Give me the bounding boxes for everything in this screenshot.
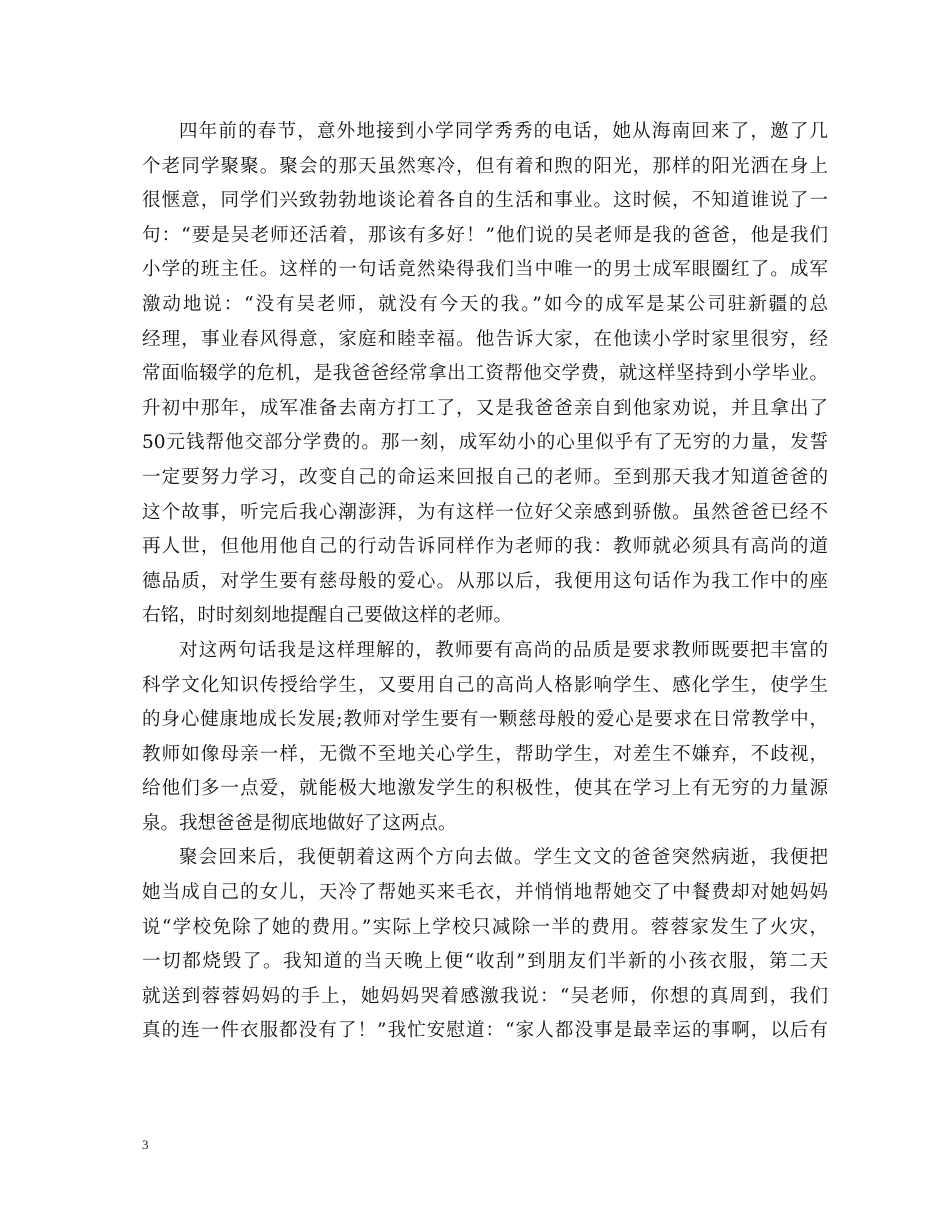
text-line: 小学的班主任。这样的一句话竟然染得我们当中唯一的男士成军眼圈红了。成军 [142,259,828,281]
text-line: 说“学校免除了她的费用。”实际上学校只减除一半的费用。蓉蓉家发生了火灾， [142,916,828,938]
text-line: 升初中那年，成军准备去南方打工了，又是我爸爸亲自到他家劝说，并且拿出了 [142,397,828,419]
paragraph-2 [142,634,828,842]
text-line: 她当成自己的女儿，天冷了帮她买来毛衣，并悄悄地帮她交了中餐费却对她妈妈 [142,882,828,904]
text-line: 就送到蓉蓉妈妈的手上，她妈妈哭着感激我说：“吴老师，你想的真周到，我们 [142,985,828,1007]
text-line: 右铭，时时刻刻地提醒自己要做这样的老师。 [142,605,513,627]
text-line: 这个故事，听完后我心潮澎湃，为有这样一位好父亲感到骄傲。虽然爸爸已经不 [142,501,828,523]
text-line: 的身心健康地成长发展;教师对学生要有一颗慈母般的爱心是要求在日常教学中， [142,709,828,731]
text-line: 教师如像母亲一样，无微不至地关心学生，帮助学生，对差生不嫌弃，不歧视， [142,743,828,765]
text-line: 给他们多一点爱，就能极大地激发学生的积极性，使其在学习上有无穷的力量源 [142,778,828,800]
text-line: 德品质，对学生要有慈母般的爱心。从那以后，我便用这句话作为我工作中的座 [142,570,828,592]
text-line: 一切都烧毁了。我知道的当天晚上便“收刮”到朋友们半新的小孩衣服，第二天 [142,951,828,973]
text-line: 个老同学聚聚。聚会的那天虽然寒冷，但有着和煦的阳光，那样的阳光洒在身上 [142,155,828,177]
text-line: 常面临辍学的危机，是我爸爸经常拿出工资帮他交学费，就这样坚持到小学毕业。 [142,363,828,385]
body-text [142,115,828,1049]
text-line: 科学文化知识传授给学生，又要用自己的高尚人格影响学生、感化学生，使学生 [142,674,828,696]
text-line: 聚会回来后，我便朝着这两个方向去做。学生文文的爸爸突然病逝，我便把 [179,847,828,869]
text-line: 泉。我想爸爸是彻底地做好了这两点。 [142,812,457,834]
page-number: 3 [142,1137,149,1152]
text-line: 50元钱帮他交部分学费的。那一刻，成军幼小的心里似乎有了无穷的力量，发誓 [142,432,828,454]
text-line: 激动地说：“没有吴老师，就没有今天的我。”如今的成军是某公司驻新疆的总 [142,293,828,315]
text-line: 对这两句话我是这样理解的，教师要有高尚的品质是要求教师既要把丰富的 [179,639,828,661]
text-line: 一定要努力学习，改变自己的命运来回报自己的老师。至到那天我才知道爸爸的 [142,466,828,488]
text-line: 很惬意，同学们兴致勃勃地谈论着各自的生活和事业。这时候，不知道谁说了一 [142,190,828,212]
text-line: 四年前的春节，意外地接到小学同学秀秀的电话，她从海南回来了，邀了几 [179,121,828,142]
text-line: 真的连一件衣服都没有了！”我忙安慰道：“家人都没事是最幸运的事啊，以后有 [142,1020,828,1042]
text-line: 再人世，但他用他自己的行动告诉同样作为老师的我：教师就必须具有高尚的道 [142,536,828,558]
text-line: 句：“要是吴老师还活着，那该有多好！”他们说的吴老师是我的爸爸，他是我们 [142,224,828,246]
paragraph-3 [142,841,828,1049]
paragraph-1 [142,115,828,634]
text-line: 经理，事业春风得意，家庭和睦幸福。他告诉大家，在他读小学时家里很穷，经 [142,328,828,350]
